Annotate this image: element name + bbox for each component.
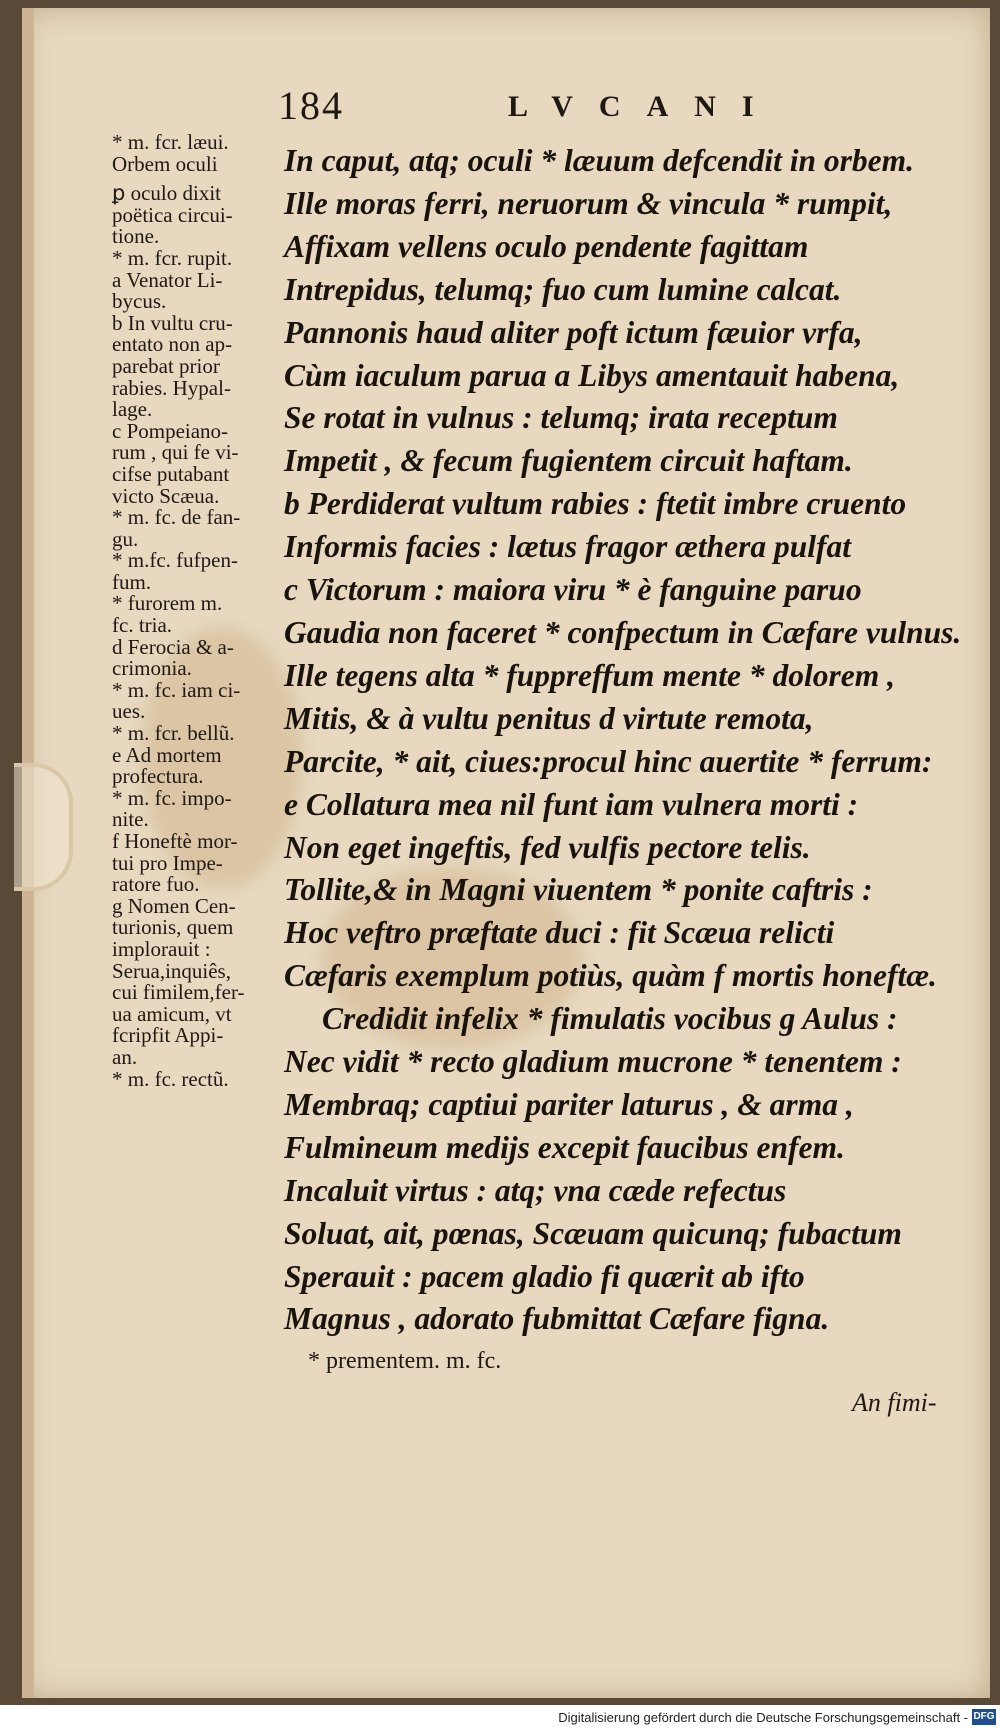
- paper-clip-bookmark: [14, 763, 73, 891]
- verse-line: Credidit infelix * fimulatis vocibus g Aulus :: [322, 1001, 898, 1037]
- verse-line: Fulmineum medijs excepit faucibus enfem.: [284, 1129, 845, 1165]
- margin-note: g Nomen Cen- turionis, quem implorauit : Serua,inquiês, cui fimilem,fer- ua amicum, vt fcripfit Appi- an.: [112, 893, 245, 1069]
- page-number: 184: [278, 83, 344, 128]
- verse-line: Tollite,& in Magni viuentem * ponite caftris :: [284, 872, 873, 908]
- verse-line: Sperauit : pacem gladio fi quærit ab ifto: [284, 1258, 805, 1294]
- verse-line: c Victorum : maiora viru * è fanguine paruo: [284, 572, 862, 608]
- margin-note: c Pompeiano- rum , qui fe vi- cifse putabant victo Scæua.: [112, 418, 239, 508]
- catchword: An fimi-: [852, 1388, 937, 1417]
- verse-line: Non eget ingeftis, fed vulfis pectore telis.: [284, 829, 811, 865]
- digitization-footer: [0, 1705, 1000, 1733]
- verse-line: b Perdiderat vultum rabies : ftetit imbre cruento: [284, 486, 907, 522]
- verse-line: Mitis, & à vultu penitus d virtute remota,: [284, 700, 814, 736]
- margin-note: * furorem m. fc. tria.: [112, 591, 223, 638]
- margin-note: e Ad mortem profectura.: [112, 742, 222, 789]
- verse-line: Ille moras ferri, neruorum & vincula * rumpit,: [284, 185, 893, 221]
- verse-line: Magnus , adorato fubmittat Cæfare figna.: [284, 1301, 830, 1337]
- verse-line: Ille tegens alta * fuppreffum mente * dolorem ,: [284, 657, 896, 693]
- footnote: * prementem. m. fc.: [308, 1348, 502, 1374]
- verse-line: Hoc veftro præftate duci : fit Scæua relicti: [284, 915, 835, 951]
- margin-note: * m. fcr. rupit.: [112, 245, 233, 270]
- margin-note: a Venator Li- bycus.: [112, 267, 223, 314]
- verse-text-block: [284, 140, 974, 1341]
- margin-note: * m. fcr. bellũ.: [112, 721, 235, 746]
- verse-line: Soluat, ait, pœnas, Scæuam quicunq; fubactum: [284, 1215, 902, 1251]
- margin-note: d Ferocia & a- crimonia.: [112, 634, 234, 681]
- verse-line: Informis facies : lætus fragor æthera pulfat: [284, 529, 852, 565]
- margin-note: b In vultu cru- entato non ap- parebat prior rabies. Hypal- lage.: [112, 310, 233, 422]
- verse-line: Parcite, * ait, ciues:procul hinc auertite * ferrum:: [284, 743, 933, 779]
- margin-note: * m. fcr. læui. Orbem oculi: [112, 130, 229, 176]
- verse-line: Impetit , & fecum fugientem circuit haftam.: [284, 443, 853, 479]
- dfg-logo: DFG: [972, 1709, 996, 1725]
- verse-line: Intrepidus, telumq; fuo cum lumine calcat.: [284, 271, 842, 307]
- running-head: LVCANI: [508, 90, 780, 123]
- verse-line: Incaluit virtus : atq; vna cæde refectus: [284, 1172, 787, 1208]
- verse-line: Se rotat in vulnus : telumq; irata receptum: [284, 400, 838, 436]
- funding-credit: Digitalisierung gefördert durch die Deutsche Forschungsgemeinschaft -: [558, 1710, 968, 1725]
- verse-line: In caput, atq; oculi * læuum defcendit in orbem.: [284, 143, 915, 178]
- margin-notes-column: [112, 132, 282, 1090]
- verse-line: Gaudia non faceret * confpectum in Cæfare vulnus.: [284, 614, 962, 650]
- margin-note: * m. fc. iam ci- ues.: [112, 677, 241, 724]
- margin-note: ꝑ oculo dixit poëtica circui- tione.: [112, 181, 233, 249]
- verse-line: Membraq; captiui pariter laturus , & arma ,: [284, 1086, 854, 1122]
- verse-line: Affixam vellens oculo pendente fagittam: [284, 228, 809, 264]
- margin-note: * m.fc. fufpen- fum.: [112, 548, 238, 594]
- verse-line: Cùm iaculum parua a Libys amentauit habena,: [284, 357, 900, 393]
- verse-line: Cæfaris exemplum potiùs, quàm f mortis honeftæ.: [284, 958, 937, 994]
- verse-line: e Collatura mea nil funt iam vulnera morti :: [284, 786, 859, 822]
- margin-note: * m. fc. impo- nite.: [112, 785, 232, 832]
- verse-line: Pannonis haud aliter poft ictum fæuior vrfa,: [284, 314, 863, 350]
- verse-line: Nec vidit * recto gladium mucrone * tenentem :: [284, 1044, 902, 1080]
- margin-note: f Honeftè mor- tui pro Impe- ratore fuo.: [112, 829, 238, 897]
- margin-note: * m. fc. de fan- gu.: [112, 505, 241, 551]
- margin-note: * m. fc. rectũ.: [112, 1066, 229, 1091]
